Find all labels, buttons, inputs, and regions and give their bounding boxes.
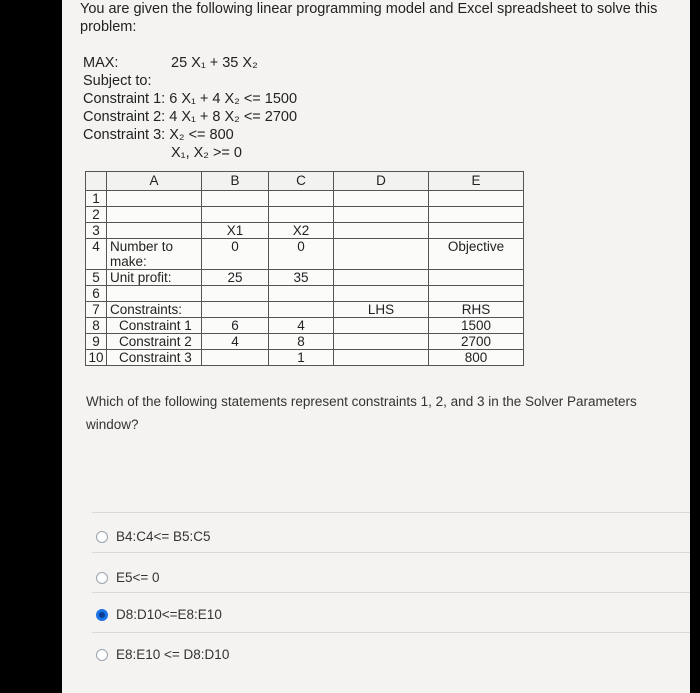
radio-button-selected[interactable] <box>96 609 108 621</box>
cell-a4: Number to make: <box>107 239 202 270</box>
column-header-row <box>86 172 524 191</box>
cell-b9: 4 <box>202 334 269 350</box>
divider <box>92 552 690 553</box>
row-number: 1 <box>86 191 107 207</box>
row-number: 3 <box>86 223 107 239</box>
cell-c5: 35 <box>269 270 334 286</box>
cell-b3: X1 <box>202 223 269 239</box>
radio-button[interactable] <box>96 531 108 543</box>
answer-option-1[interactable] <box>96 529 211 544</box>
intro-text: You are given the following linear programming model and Excel spreadsheet to solve this problem: <box>80 1 658 35</box>
question-page <box>62 0 700 693</box>
row-number: 8 <box>86 318 107 334</box>
row-number: 4 <box>86 239 107 270</box>
radio-button[interactable] <box>96 572 108 584</box>
cell <box>269 207 334 223</box>
cell <box>334 207 429 223</box>
sheet-row <box>86 239 524 270</box>
column-header-b: B <box>202 172 269 191</box>
excel-spreadsheet <box>85 171 524 366</box>
sheet-row <box>86 350 524 366</box>
nonnegativity: X₁, X₂ >= 0 <box>171 145 242 161</box>
row-number: 10 <box>86 350 107 366</box>
cell-c3: X2 <box>269 223 334 239</box>
sheet-row <box>86 302 524 318</box>
max-label: MAX: <box>83 55 119 71</box>
cell-a5: Unit profit: <box>107 270 202 286</box>
cell-e10: 800 <box>429 350 524 366</box>
row-number: 9 <box>86 334 107 350</box>
cell <box>107 207 202 223</box>
answer-option-3[interactable] <box>96 607 222 622</box>
constraint-1: Constraint 1: 6 X₁ + 4 X₂ <= 1500 <box>83 91 298 107</box>
cell-c10: 1 <box>269 350 334 366</box>
option-label: D8:D10<=E8:E10 <box>116 607 222 622</box>
cell-b8: 6 <box>202 318 269 334</box>
cell-c4: 0 <box>269 239 334 270</box>
question-text: Which of the following statements represent constraints 1, 2, and 3 in the Solver Parameters window? <box>86 394 637 432</box>
sheet-row <box>86 286 524 302</box>
objective-row <box>83 54 297 72</box>
cell <box>334 223 429 239</box>
row-number: 2 <box>86 207 107 223</box>
lp-model <box>83 54 297 162</box>
radio-button[interactable] <box>96 649 108 661</box>
cell-e7: RHS <box>429 302 524 318</box>
column-header-d: D <box>334 172 429 191</box>
column-header-c: C <box>269 172 334 191</box>
cell <box>429 207 524 223</box>
row-number: 7 <box>86 302 107 318</box>
option-label: B4:C4<= B5:C5 <box>116 529 211 544</box>
cell <box>269 191 334 207</box>
cell <box>269 286 334 302</box>
sheet-row <box>86 318 524 334</box>
cell-e4: Objective <box>429 239 524 270</box>
screen-edge <box>690 0 700 693</box>
answer-option-4[interactable] <box>96 647 229 662</box>
option-label: E5<= 0 <box>116 570 160 585</box>
cell <box>202 191 269 207</box>
column-header-a: A <box>107 172 202 191</box>
divider <box>92 632 694 633</box>
sheet-row <box>86 334 524 350</box>
sheet-row <box>86 270 524 286</box>
constraint-3: Constraint 3: X₂ <= 800 <box>83 127 234 143</box>
cell-c9: 8 <box>269 334 334 350</box>
cell-e9: 2700 <box>429 334 524 350</box>
cell <box>334 286 429 302</box>
constraint-2: Constraint 2: 4 X₁ + 8 X₂ <= 2700 <box>83 109 298 125</box>
cell-a10: Constraint 3 <box>107 350 202 366</box>
cell <box>334 350 429 366</box>
cell-b5: 25 <box>202 270 269 286</box>
row-number: 5 <box>86 270 107 286</box>
cell-e8: 1500 <box>429 318 524 334</box>
cell <box>202 302 269 318</box>
answer-option-2[interactable] <box>96 570 160 585</box>
cell <box>107 223 202 239</box>
cell <box>429 286 524 302</box>
cell <box>107 286 202 302</box>
sheet-row <box>86 223 524 239</box>
cell <box>334 334 429 350</box>
sheet-row <box>86 191 524 207</box>
cell <box>334 191 429 207</box>
cell <box>269 302 334 318</box>
cell-c8: 4 <box>269 318 334 334</box>
divider <box>92 592 692 593</box>
column-header-e: E <box>429 172 524 191</box>
cell-a8: Constraint 1 <box>107 318 202 334</box>
cell-a7: Constraints: <box>107 302 202 318</box>
cell <box>202 350 269 366</box>
divider <box>92 512 700 513</box>
cell <box>429 270 524 286</box>
cell <box>202 207 269 223</box>
corner-cell <box>86 172 107 191</box>
cell <box>429 191 524 207</box>
cell <box>334 318 429 334</box>
subject-to: Subject to: <box>83 73 152 89</box>
cell-d7: LHS <box>334 302 429 318</box>
option-label: E8:E10 <= D8:D10 <box>116 647 230 662</box>
row-number: 6 <box>86 286 107 302</box>
cell <box>107 191 202 207</box>
cell <box>429 223 524 239</box>
cell <box>334 270 429 286</box>
cell <box>334 239 429 270</box>
sheet-row <box>86 207 524 223</box>
cell-a9: Constraint 2 <box>107 334 202 350</box>
cell-b4: 0 <box>202 239 269 270</box>
objective-function: 25 X₁ + 35 X₂ <box>171 55 258 71</box>
cell <box>202 286 269 302</box>
